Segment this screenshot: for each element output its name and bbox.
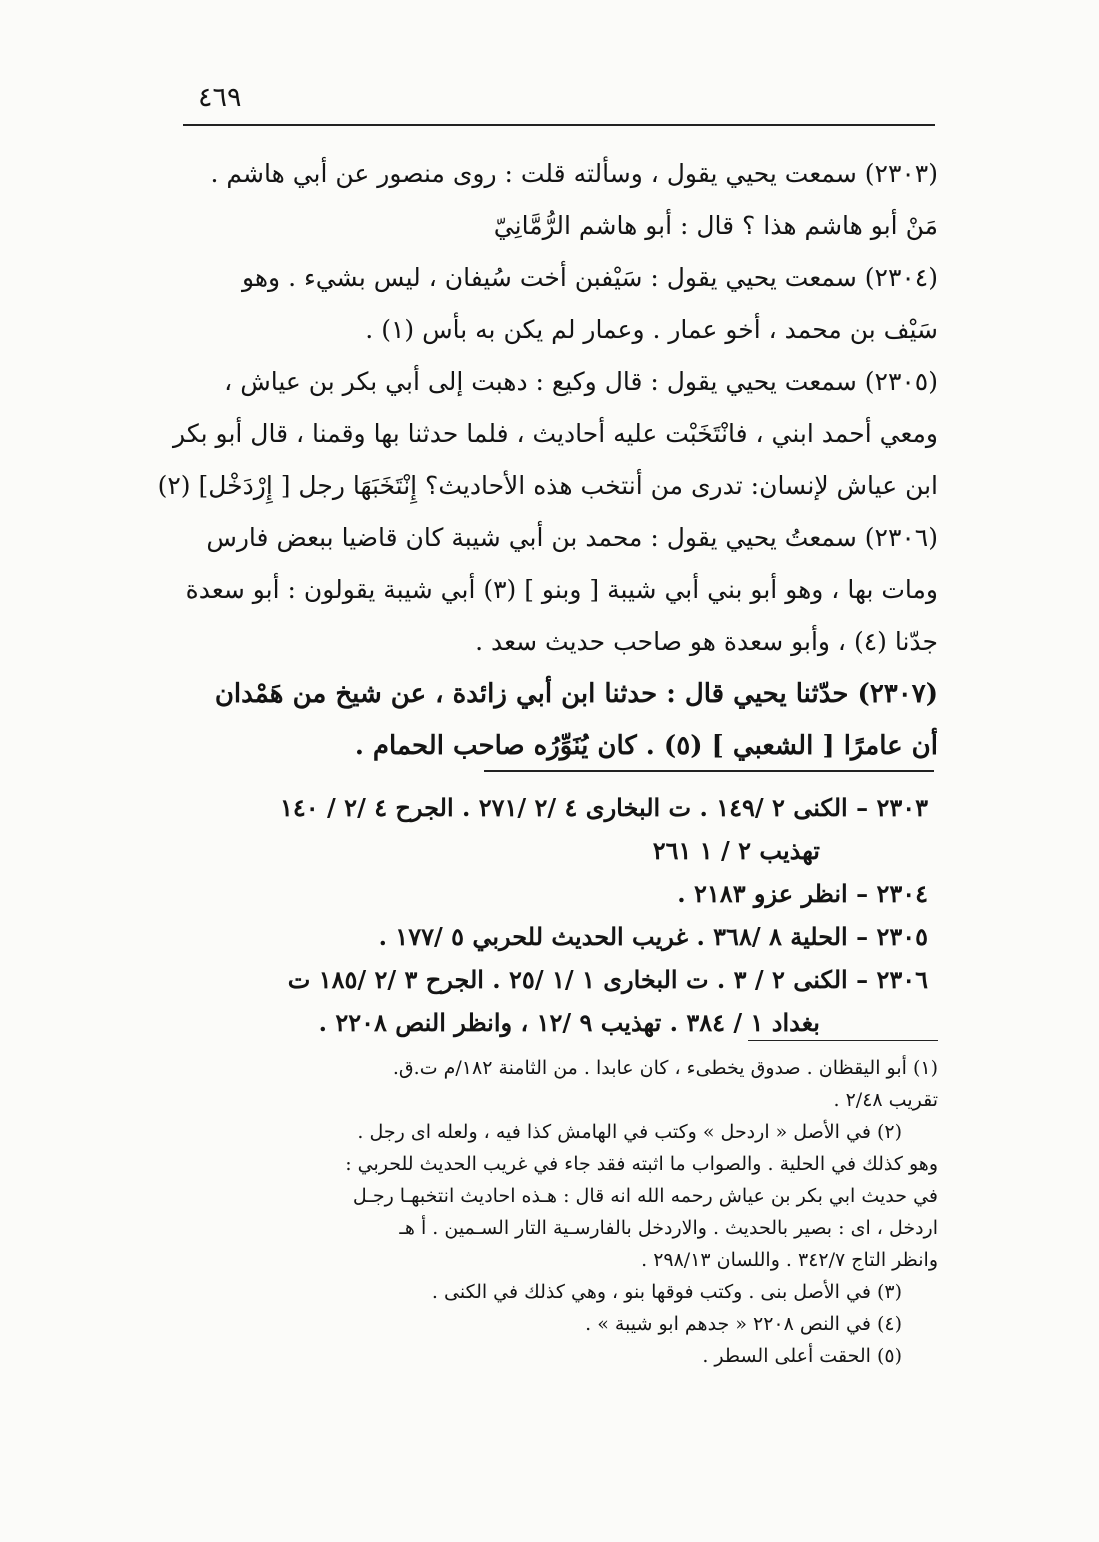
footnote-1	[196, 1052, 938, 1116]
footnote-line: وانظر التاج ٣٤٢/٧ . واللسان ٢٩٨/١٣ .	[641, 1249, 938, 1271]
main-text	[157, 148, 938, 772]
text-line: ابن عياش لإنسان: تدرى من أنتخب هذه الأحاديث؟ إِنْتَخَبَهَا رجل [ إِرْدَخْل] (٢)	[157, 471, 938, 500]
text-line: (٢٣٠٧) حدّثنا يحيي قال : حدثنا ابن أبي زائدة ، عن شيخ من هَمْدان	[214, 679, 938, 709]
text-line: جدّنا (٤) ، وأبو سعدة هو صاحب حديث سعد .	[475, 627, 938, 656]
footnote-2	[196, 1116, 938, 1276]
page-number: ٤٦٩	[198, 82, 242, 113]
footnote-line: (٣) في الأصل بنى . وكتب فوقها بنو ، وهي كذلك في الكنى .	[431, 1281, 902, 1303]
footnote-line: (٥) الحقت أعلى السطر .	[702, 1345, 902, 1367]
footnotes-divider	[748, 1040, 938, 1041]
entry-2303	[198, 148, 938, 252]
text-line: ومات بها ، وهو أبو بني أبي شيبة [ وبنو ] (٣) أبي شيبة يقولون : أبو سعدة	[185, 575, 938, 604]
footnotes-section	[196, 1052, 938, 1372]
references-section	[198, 786, 928, 1044]
footnote-line: وهو كذلك في الحلية . والصواب ما اثبته فقد جاء في غريب الحديث للحربي :	[345, 1153, 938, 1175]
footnote-line: (٢) في الأصل « اردحل » وكتب في الهامش كذا فيه ، ولعله اى رجل .	[357, 1121, 902, 1143]
reference-line: تهذيب ٢ / ١ ٢٦١	[652, 836, 820, 865]
footnote-line: (٤) في النص ٢٢٠٨ « جدهم ابو شيبة » .	[585, 1313, 902, 1335]
footnote-line: تقريب ٢/٤٨ .	[833, 1089, 938, 1111]
text-line: مَنْ أبو هاشم هذا ؟ قال : أبو هاشم الرُّمَّانِيّ	[493, 211, 938, 240]
reference-line: ٢٣٠٤ – انظر عزو ٢١٨٣ .	[677, 879, 928, 908]
text-line: (٢٣٠٥) سمعت يحيي يقول : قال وكيع : دهبت إلى أبي بكر بن عياش ،	[224, 367, 938, 396]
text-line: (٢٣٠٦) سمعتُ يحيي يقول : محمد بن أبي شيبة كان قاضيا ببعض فارس	[206, 523, 938, 552]
footnote-line: اردخل ، اى : بصير بالحديث . والاردخل بالفارسـية التار السـمين . أ هـ	[399, 1217, 938, 1239]
reference-2306	[198, 958, 928, 1044]
footnote-line: (١) أبو اليقظان . صدوق يخطىء ، كان عابدا . من الثامنة ١٨٢/م ت.ق.	[392, 1057, 938, 1079]
footnote-3	[196, 1276, 938, 1308]
text-line: (٢٣٠٣) سمعت يحيي يقول ، وسألته قلت : روى منصور عن أبي هاشم .	[210, 159, 938, 188]
text-line: ومعي أحمد ابني ، فانْتَخَبْت عليه أحاديث ، فلما حدثنا بها وقمنا ، قال أبو بكر	[173, 419, 938, 448]
reference-line: بغداد ١ / ٣٨٤ . تهذيب ٩ /١٢ ، وانظر النص ٢٢٠٨ .	[318, 1008, 820, 1037]
reference-2305	[198, 915, 928, 958]
reference-line: ٢٣٠٣ – الكنى ٢ /١٤٩ . ت البخارى ٤ /٢ /٢٧١ . الجرح ٤ /٢ / ١٤٠	[280, 793, 928, 822]
footnote-5	[196, 1340, 938, 1372]
text-line: أن عامرًا [ الشعبي ] (٥) . كان يُنَوِّرُه صاحب الحمام .	[354, 731, 938, 761]
footnote-line: في حديث ابي بكر بن عياش رحمه الله انه قال : هـذه احاديث انتخبهـا رجـل	[352, 1185, 938, 1207]
reference-line: ٢٣٠٥ – الحلية ٨ /٣٦٨ . غريب الحديث للحربي ٥ /١٧٧ .	[378, 922, 928, 951]
text-line: سَيْف بن محمد ، أخو عمار . وعمار لم يكن به بأس (١) .	[365, 315, 938, 344]
reference-2303	[198, 786, 928, 872]
reference-line: ٢٣٠٦ – الكنى ٢ / ٣ . ت البخارى ١ /١ /٢٥ . الجرح ٣ /٢ /١٨٥ ت	[287, 965, 928, 994]
text-line: (٢٣٠٤) سمعت يحيي يقول : سَيْفبن أخت سُيفان ، ليس بشيء . وهو	[241, 263, 938, 292]
entry-2307	[198, 668, 938, 772]
entry-2306	[185, 512, 938, 668]
main-text-divider	[484, 770, 934, 772]
footnote-4	[196, 1308, 938, 1340]
header-rule	[183, 124, 935, 126]
reference-2304	[198, 872, 928, 915]
entry-2305	[157, 356, 938, 512]
entry-2304	[198, 252, 938, 356]
